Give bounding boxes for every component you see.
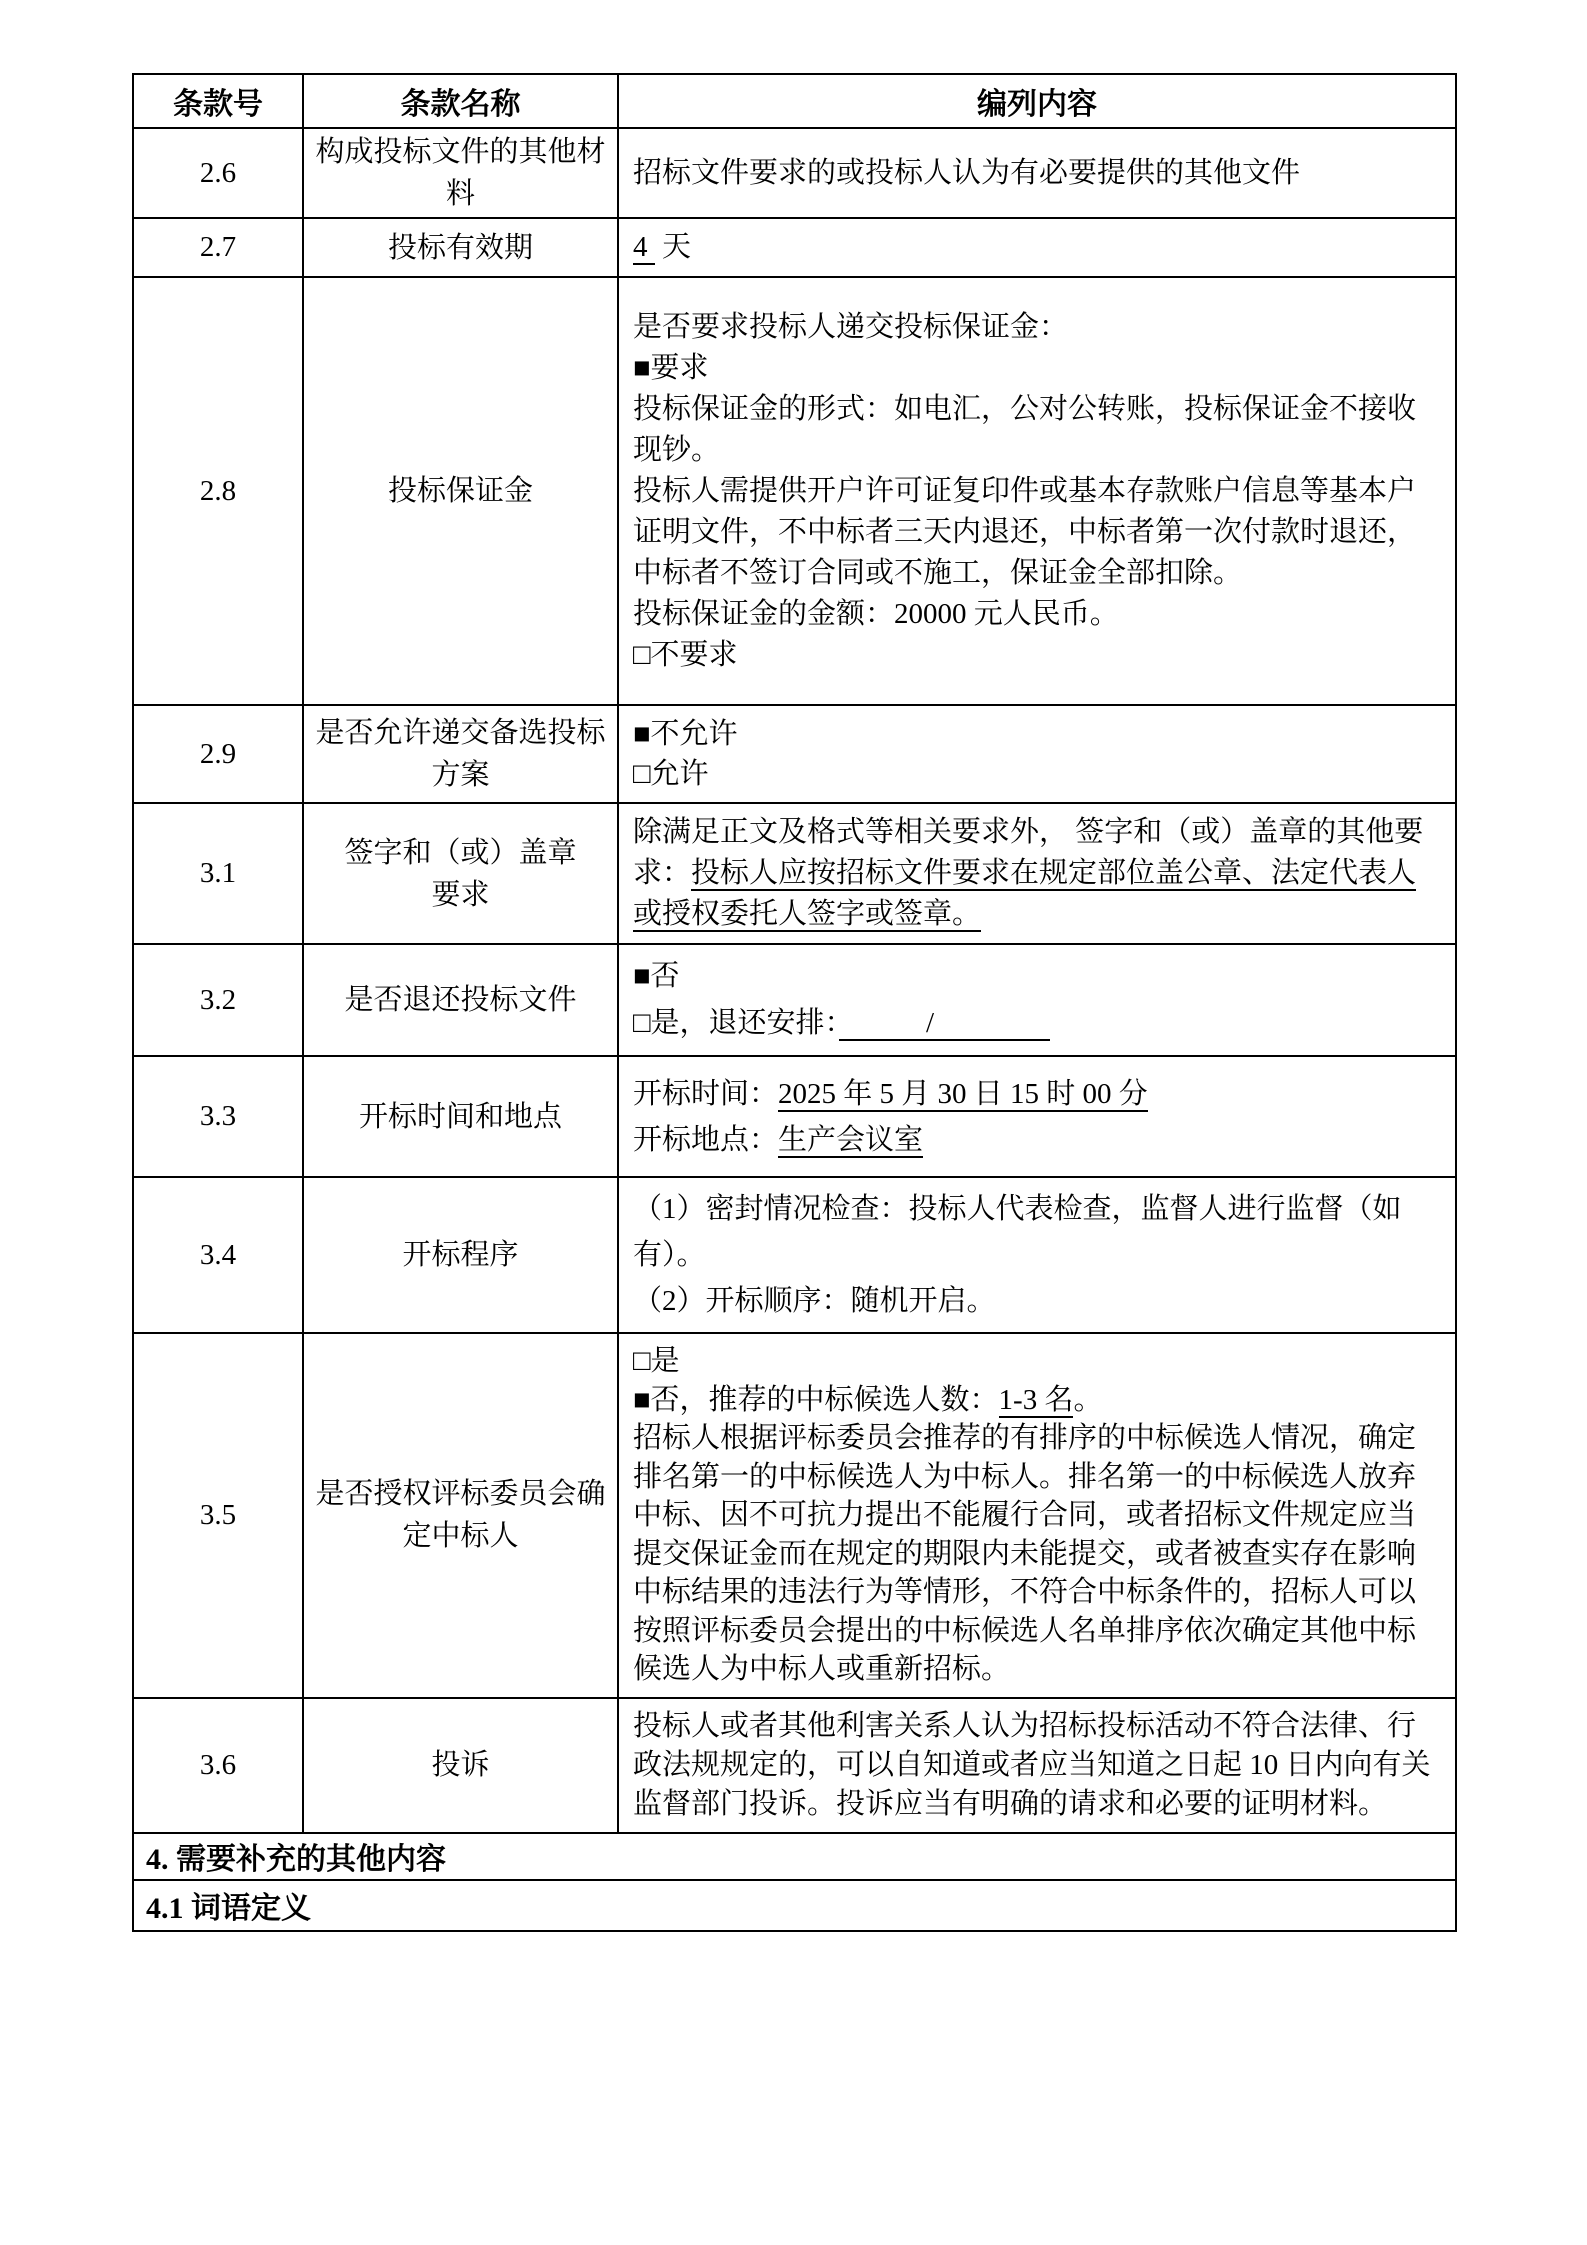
clause-number-cell: 2.6 (133, 128, 303, 218)
table-row (133, 803, 1456, 944)
clause-content-cell (618, 1698, 1456, 1833)
clause-content-cell (618, 1333, 1456, 1698)
content-line: 投标人或者其他利害关系人认为招标投标活动不符合法律、行政法规规定的，可以自知道或者应当知道之日起 10 日内向有关监督部门投诉。投诉应当有明确的请求和必要的证明材料。 (633, 1709, 1431, 1820)
checkbox-empty-icon: □ (633, 758, 651, 790)
table-row (133, 1698, 1456, 1833)
section-row-4-1 (133, 1880, 1456, 1931)
header-content: 编列内容 (618, 74, 1456, 128)
content-line: （2）开标顺序：随机开启。 (633, 1285, 996, 1317)
content-line: 投标保证金的形式：如电汇，公对公转账，投标保证金不接收现钞。 (633, 392, 1417, 466)
table-row (133, 705, 1456, 803)
clause-name-cell: 是否允许递交备选投标 方案 (303, 705, 618, 803)
checkbox-filled-icon: ■ (633, 1383, 651, 1416)
clause-name-cell: 是否授权评标委员会确 定中标人 (303, 1333, 618, 1698)
content-line: ■否，推荐的中标候选人数：1-3 名。 (633, 1383, 1103, 1416)
clauses-table (132, 73, 1457, 1932)
table-header-row (133, 74, 1456, 128)
clause-name-cell: 签字和（或）盖章 要求 (303, 803, 618, 944)
clause-name-cell: 投诉 (303, 1698, 618, 1833)
clause-content-cell (618, 944, 1456, 1056)
clause-name-cell: 开标程序 (303, 1177, 618, 1333)
content-line: □是，退还安排： / (633, 1007, 1051, 1039)
content-line: ■要求 (633, 351, 709, 384)
section-4-1-label: 4.1 词语定义 (133, 1880, 1456, 1931)
section-row-4 (133, 1833, 1456, 1880)
clause-number-cell: 2.9 (133, 705, 303, 803)
content-line: （1）密封情况检查：投标人代表检查，监督人进行监督（如有）。 (633, 1193, 1402, 1271)
clause-number-cell: 3.4 (133, 1177, 303, 1333)
clause-number-cell: 3.3 (133, 1056, 303, 1177)
clause-number-cell: 3.6 (133, 1698, 303, 1833)
clause-number-cell: 3.5 (133, 1333, 303, 1698)
clause-content-cell (618, 705, 1456, 803)
clause-name-cell: 构成投标文件的其他材 料 (303, 128, 618, 218)
content-line: □不要求 (633, 638, 738, 671)
checkbox-empty-icon: □ (633, 1007, 651, 1039)
clause-name-cell: 投标有效期 (303, 218, 618, 277)
content-line: 投标人需提供开户许可证复印件或基本存款账户信息等基本户证明文件，不中标者三天内退还，中标者第一次付款时退还，中标者不签订合同或不施工，保证金全部扣除。 (633, 474, 1417, 589)
content-line: ■否 (633, 960, 680, 992)
clause-name-cell: 投标保证金 (303, 277, 618, 705)
content-line: 4 天 (633, 231, 692, 263)
content-line: ■不允许 (633, 718, 738, 750)
content-line: □是 (633, 1345, 680, 1377)
checkbox-filled-icon: ■ (633, 351, 651, 384)
table-row (133, 1177, 1456, 1333)
clause-content-cell (618, 128, 1456, 218)
checkbox-empty-icon: □ (633, 638, 651, 671)
content-line: 投标保证金的金额：20000 元人民币。 (633, 597, 1119, 630)
content-line: 开标时间：2025 年 5 月 30 日 15 时 00 分 (633, 1077, 1148, 1110)
table-row (133, 1056, 1456, 1177)
content-line: 招标文件要求的或投标人认为有必要提供的其他文件 (633, 156, 1301, 189)
clause-number-cell: 2.8 (133, 277, 303, 705)
clause-content-cell (618, 218, 1456, 277)
content-line: 除满足正文及格式等相关要求外， 签字和（或）盖章的其他要求：投标人应按招标文件要求在规定部位盖公章、法定代表人或授权委托人签字或签章。 (633, 816, 1424, 930)
clause-name-cell: 是否退还投标文件 (303, 944, 618, 1056)
header-clause-name: 条款名称 (303, 74, 618, 128)
content-line: □允许 (633, 758, 709, 790)
content-line: 招标人根据评标委员会推荐的有排序的中标候选人情况，确定排名第一的中标候选人为中标人。排名第一的中标候选人放弃中标、因不可抗力提出不能履行合同，或者招标文件规定应当提交保证金而在规定的期限内未能提交，或者被查实存在影响中标结果的违法行为等情形，不符合中标条件的，招标人可以按照评标委员会提出的中标候选人名单排序依次确定其他中标候选人为中标人或重新招标。 (633, 1422, 1417, 1685)
table-row (133, 218, 1456, 277)
section-4-label: 4. 需要补充的其他内容 (133, 1833, 1456, 1880)
clause-content-cell (618, 1177, 1456, 1333)
header-clause-number: 条款号 (133, 74, 303, 128)
table-row (133, 277, 1456, 705)
content-line: 是否要求投标人递交投标保证金： (633, 310, 1069, 343)
checkbox-empty-icon: □ (633, 1345, 651, 1377)
clause-content-cell (618, 1056, 1456, 1177)
checkbox-filled-icon: ■ (633, 718, 651, 750)
clause-name-cell: 开标时间和地点 (303, 1056, 618, 1177)
clause-number-cell: 2.7 (133, 218, 303, 277)
clause-number-cell: 3.2 (133, 944, 303, 1056)
table-row (133, 1333, 1456, 1698)
clause-content-cell (618, 803, 1456, 944)
table-row (133, 128, 1456, 218)
clause-number-cell: 3.1 (133, 803, 303, 944)
clause-content-cell (618, 277, 1456, 705)
table-row (133, 944, 1456, 1056)
checkbox-filled-icon: ■ (633, 960, 651, 992)
content-line: 开标地点：生产会议室 (633, 1123, 924, 1156)
